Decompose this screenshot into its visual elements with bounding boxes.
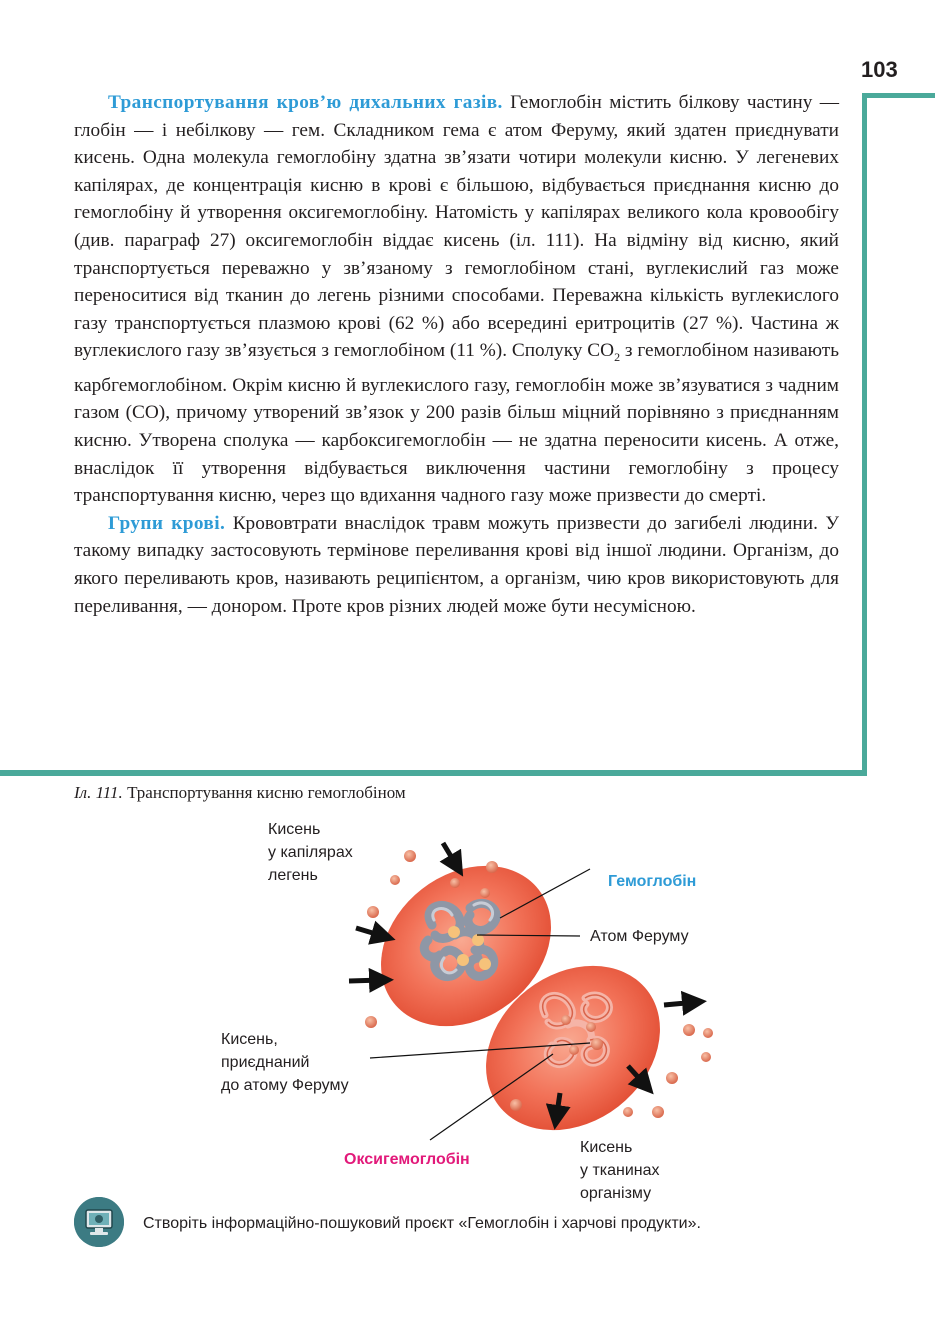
caption-text: Транспортування кисню гемоглобіном: [122, 783, 406, 802]
label-oxygen-tissues-line-1: Кисень: [580, 1139, 633, 1156]
heading-blood-groups: Групи крові.: [108, 512, 226, 534]
label-oxygen-bound-line-1: Кисень,: [221, 1031, 278, 1048]
bound-oxygen-4: [591, 1038, 603, 1050]
page-number: 103: [861, 57, 898, 82]
label-oxyhemoglobin: Оксигемоглобін: [344, 1151, 470, 1168]
heading-gas-transport: Транспортування кров’ю дихальних газів.: [108, 92, 503, 113]
caption-prefix: Іл. 111.: [74, 783, 123, 802]
bound-oxygen-1: [561, 1015, 571, 1025]
bound-oxygen-2: [586, 1022, 596, 1032]
iron-atom-3: [457, 954, 469, 966]
label-hemoglobin: Гемоглобін: [608, 873, 697, 890]
iron-atom-1: [448, 926, 460, 938]
label-oxygen-lungs-line-2: у капілярах: [268, 844, 353, 861]
label-oxygen-bound-line-2: приєднаний: [221, 1054, 310, 1071]
label-oxygen-tissues-line-3: організму: [580, 1185, 652, 1202]
task-text: Створіть інформаційно-пошуковий проєкт «Гемоглобін і харчові продукти».: [143, 1215, 701, 1232]
label-oxygen-bound: [221, 1028, 349, 1097]
paragraph-text-a: Гемоглобін містить білкову частину — глобін — і небілкову — гем. Складником гема є атом Феруму, який здатен приєднувати кисень. Одна молекула гемоглобіну здатна зв’язати чотири молекули кисню. У легеневих капілярах, де концентрація кисню в крові є більшою, відбувається приєднання кисню до гемоглобіну й утворення оксигемоглобіну. Натомість у капілярах великого кола кровообігу (див. параграф 27) оксигемоглобін віддає кисень (іл. 111). На відміну від кисню, який транспортується переважно у зв’язаному з гемоглобіном стані, вуглекислий газ може переноситися від тканин до легень різними способами. Переважна кількість вуглекислого газу транспортується плазмою крові (62 %) або всередині еритроцитів (27 %). Частина ж вуглекислого газу зв’язується з гемоглобіном (11 %). Сполуку CO: [74, 92, 839, 362]
label-oxygen-tissues: [580, 1136, 660, 1205]
bound-oxygen-3: [569, 1045, 579, 1055]
label-oxygen-tissues-line-2: у тканинах: [580, 1162, 660, 1179]
label-iron-atom: Атом Феруму: [590, 928, 689, 945]
iron-atom-2: [472, 934, 484, 946]
label-oxygen-lungs-line-1: Кисень: [268, 821, 321, 838]
subscript-2: 2: [614, 350, 621, 365]
paragraph-text-b: з гемоглобіном називають карбгемоглобіном. Окрім кисню й вуглекислого газу, гемоглобін може зв’язуватися з чадним газом (CO), причому утворений зв’язок у 200 разів більш міцний порівняно з приєднанням кисню. Утворена сполука — карбоксигемоглобін — не здатна переносити кисень. А отже, внаслідок її утворення відбувається виключення частини гемоглобіну з процесу транспортування кисню, через що вдихання чадного газу може призвести до смерті.: [74, 340, 839, 507]
label-oxygen-bound-line-3: до атому Феруму: [221, 1077, 349, 1094]
paragraph-text-blood-groups: Крововтрати внаслідок травм можуть призвести до загибелі людини. У такому випадку застосовують термінове переливання крові від іншої людини. Організм, до якого переливають кров, називають реципієнтом, а організм, чию кров використовують для переливання, — донором. Проте кров різних людей може бути несумісною.: [74, 512, 839, 617]
label-oxygen-lungs: [268, 818, 353, 887]
iron-atom-4: [479, 958, 491, 970]
label-oxygen-lungs-line-3: легень: [268, 867, 318, 884]
computer-project-icon: [74, 1197, 124, 1247]
